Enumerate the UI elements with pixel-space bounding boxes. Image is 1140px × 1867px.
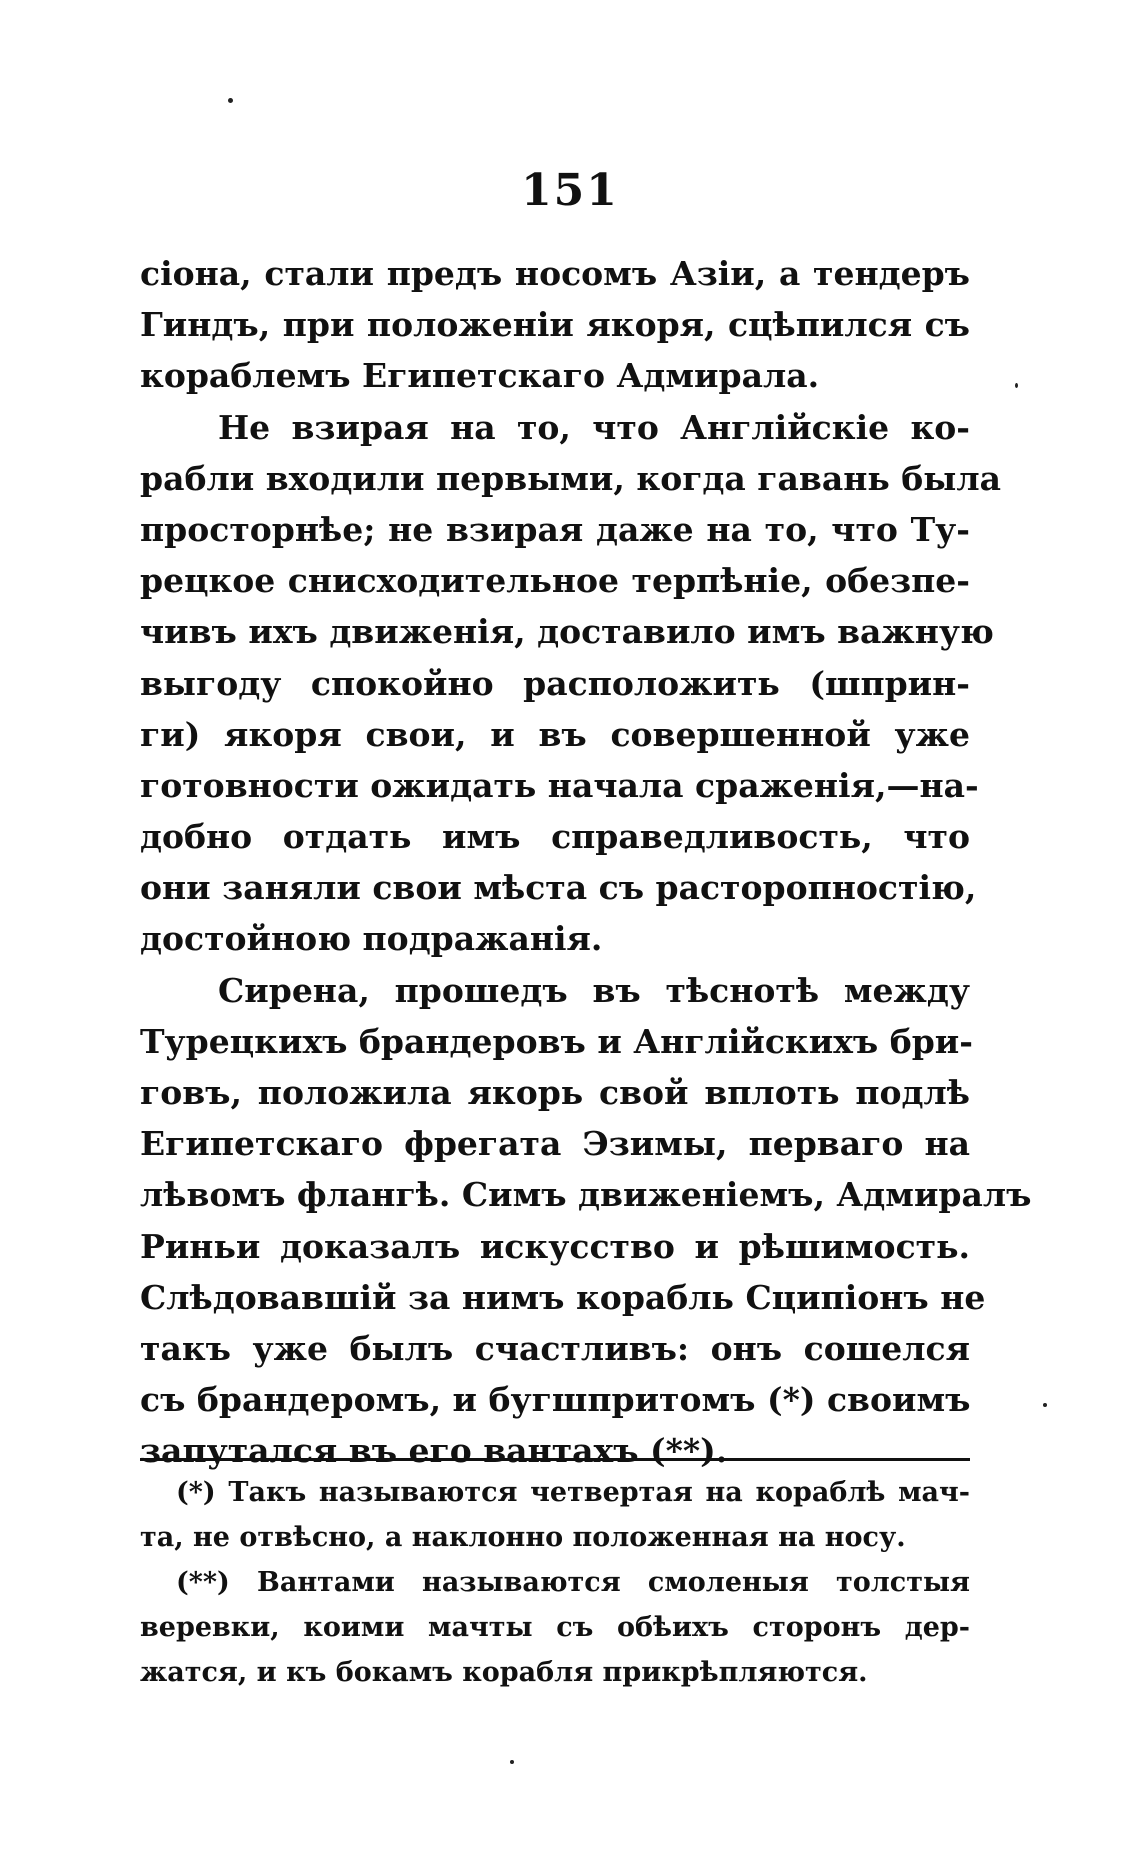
text-line: достойною подражанія. (140, 919, 603, 959)
footnotes (140, 1470, 970, 1695)
text-line: выгоду спокойно расположить (шприн- (140, 663, 970, 703)
main-text (140, 248, 1032, 1477)
footnote (140, 1560, 970, 1695)
text-line: такъ уже былъ счастливъ: онъ сошелся (140, 1328, 970, 1368)
text-line: Сирена, прошедъ въ тѣснотѣ между (218, 970, 970, 1010)
text-line: они заняли свои мѣста съ расторопностію, (140, 868, 977, 908)
paragraph (140, 965, 1032, 1477)
text-line: Гиндъ, при положеніи якоря, сцѣпился съ (140, 305, 970, 345)
text-line: готовности ожидать начала сраженія,—на- (140, 765, 979, 805)
text-line: съ брандеромъ, и бугшпритомъ (*) своимъ (140, 1380, 971, 1420)
ink-speck (510, 1760, 514, 1764)
footnote-divider (140, 1458, 970, 1461)
text-line: рецкое снисходительное терпѣніе, обезпе- (140, 561, 970, 601)
footnote-line: (**) Вантами называются смоленыя толстыя (176, 1567, 970, 1598)
paragraph (140, 402, 1001, 965)
text-line: Слѣдовавшій за нимъ корабль Сципіонъ не (140, 1277, 986, 1317)
text-line: Турецкихъ брандеровъ и Англійскихъ бри- (140, 1021, 973, 1061)
text-line: ги) якоря свои, и въ совершенной уже (140, 714, 970, 754)
footnote (140, 1470, 970, 1560)
ink-speck (228, 98, 233, 103)
text-line: Египетскаго фрегата Эзимы, перваго на (140, 1124, 970, 1164)
text-line: Не взирая на то, что Англійскіе ко- (218, 407, 970, 447)
text-line: лѣвомъ флангѣ. Симъ движеніемъ, Адмиралъ (140, 1175, 1032, 1215)
ink-speck (1043, 1403, 1047, 1407)
paragraph (140, 248, 970, 402)
text-line: чивъ ихъ движенія, доставило имъ важную (140, 612, 994, 652)
page-number: 151 (521, 165, 619, 216)
text-line: кораблемъ Египетскаго Адмирала. (140, 356, 820, 396)
footnote-line: та, не отвѣсно, а наклонно положенная на носу. (140, 1522, 906, 1553)
text-line: говъ, положила якорь свой вплоть подлѣ (140, 1073, 970, 1112)
footnote-line: (*) Такъ называются четвертая на кораблѣ мач- (176, 1477, 970, 1508)
text-line: просторнѣе; не взирая даже на то, что Ту- (140, 509, 970, 549)
text-line: рабли входили первыми, когда гавань была (140, 458, 1001, 498)
text-line: сіона, стали предъ носомъ Азіи, а тендеръ (140, 254, 970, 293)
text-line: добно отдать имъ справедливость, что (140, 817, 970, 857)
ink-speck (1015, 383, 1018, 388)
footnote-line: жатся, и къ бокамъ корабля прикрѣпляются. (140, 1657, 868, 1688)
text-line: Риньи доказалъ искусство и рѣшимость. (140, 1226, 970, 1266)
text-line: запутался въ его вантахъ (**). (140, 1431, 728, 1471)
footnote-line: веревки, коими мачты съ обѣихъ сторонъ дер- (140, 1612, 970, 1643)
